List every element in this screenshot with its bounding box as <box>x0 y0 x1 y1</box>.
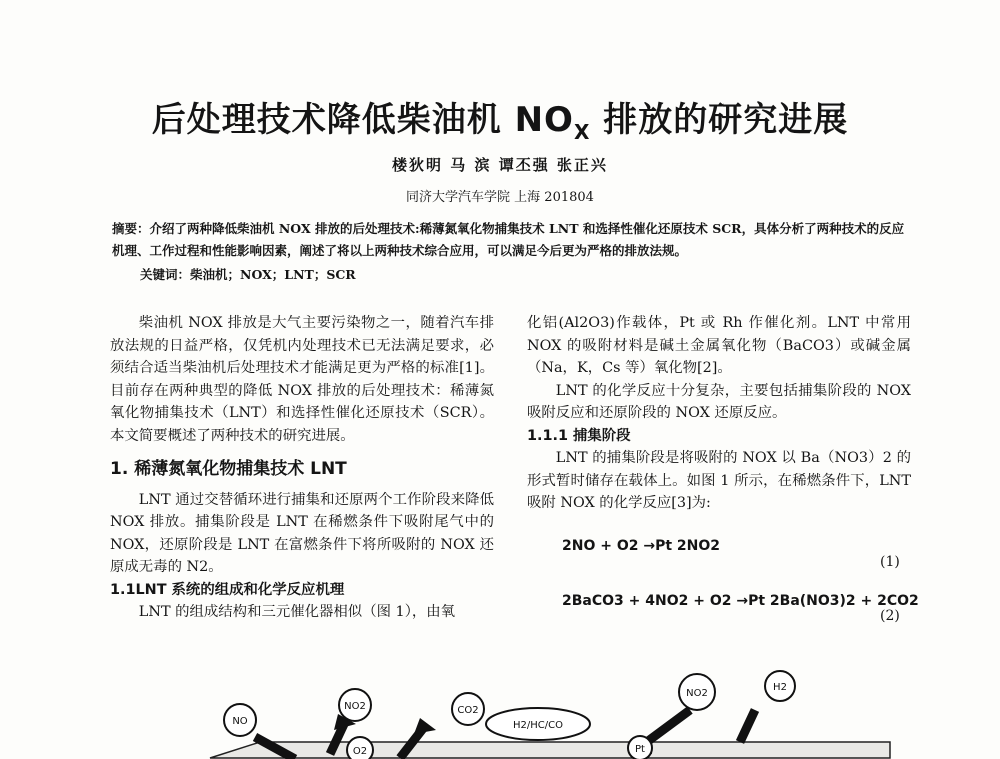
label-h2-hc-co: H2/HC/CO <box>513 720 563 731</box>
keywords-label: 关键词： <box>140 267 191 282</box>
label-no: NO <box>232 716 248 727</box>
title-tail: 排放的研究进展 <box>590 100 849 140</box>
authors: 楼狄明 马 滨 谭丕强 张正兴 <box>392 156 608 174</box>
label-no2-a: NO2 <box>344 701 366 712</box>
equation-1: 2NO + O2 →Pt 2NO2 <box>562 538 721 554</box>
right-column <box>527 312 911 515</box>
section-1-paragraph: LNT 通过交替循环进行捕集和还原两个工作阶段来降低 NOX 排放。捕集阶段是 LNT 在稀燃条件下吸附尾气中的 NOX，还原阶段是 LNT 在富燃条件下将所吸附的 NOX 还原成无毒的 N2。 <box>110 491 494 575</box>
equation-2: 2BaCO3 + 4NO2 + O2 →Pt 2Ba(NO3)2 + 2CO2 <box>562 593 919 609</box>
label-o2: O2 <box>352 746 368 757</box>
label-no2-b: NO2 <box>686 688 708 699</box>
equation-2-number: (2) <box>880 608 900 624</box>
left-column <box>110 312 494 624</box>
right-paragraph-2: LNT 的化学反应十分复杂，主要包括捕集阶段的 NOX 吸附反应和还原阶段的 NOX 还原反应。 <box>527 382 911 421</box>
h2-arrow <box>740 710 755 742</box>
keywords <box>140 265 356 283</box>
equation-1-number: (1) <box>880 554 900 570</box>
figure-1-diagram <box>200 662 920 759</box>
section-1-1-paragraph: LNT 的组成结构和三元催化器相似（图 1），由氧 <box>138 604 456 620</box>
intro-paragraph: 柴油机 NOX 排放是大气主要污染物之一，随着汽车排放法规的日益严格，仅凭机内处理技术已无法满足要求，必须结合适当柴油机后处理技术才能满足更为严格的标准[1]。目前存在两种典型的降低 NOX 排放的后处理技术：稀薄氮氧化物捕集技术（LNT）和选择性催化还原技术（SCR）。本文简要概述了两种技术的研究进展。 <box>110 315 494 444</box>
affiliation: 同济大学汽车学院 上海 201804 <box>406 190 594 205</box>
section-1-1-1-heading: 1.1.1 捕集阶段 <box>527 427 631 444</box>
label-pt: Pt <box>635 744 645 755</box>
label-h2: H2 <box>773 682 787 693</box>
abstract-label: 摘要： <box>112 221 150 236</box>
section-1-1-heading: 1.1LNT 系统的组成和化学反应机理 <box>110 581 345 598</box>
label-co2: CO2 <box>457 705 479 716</box>
right-paragraph-3: LNT 的捕集阶段是将吸附的 NOX 以 Ba（NO3）2 的形式暂时储存在载体上。如图 1 所示，在稀燃条件下，LNT 吸附 NOX 的化学反应[3]为: <box>527 450 911 511</box>
paper-title <box>0 92 1000 144</box>
title-main: 后处理技术降低柴油机 NO <box>151 100 574 140</box>
keywords-text: 柴油机；NOX；LNT；SCR <box>190 267 356 282</box>
section-1-heading: 1. 稀薄氮氧化物捕集技术 LNT <box>110 459 347 479</box>
abstract <box>112 218 910 262</box>
arrow-head-2 <box>414 718 436 734</box>
catalyst-block <box>210 742 890 758</box>
right-paragraph-1: 化铝(Al2O3)作载体，Pt 或 Rh 作催化剂。LNT 中常用 NOX 的吸附材料是碱土金属氧化物（BaCO3）或碱金属（Na，K，Cs 等）氧化物[2]。 <box>527 315 911 376</box>
abstract-text: 介绍了两种降低柴油机 NOX 排放的后处理技术:稀薄氮氧化物捕集技术 LNT 和选择性催化还原技术 SCR，具体分析了两种技术的反应机理、工作过程和性能影响因素，阐述了将以上两种技术综合应用，可以满足今后更为严格的排放法规。 <box>112 221 905 258</box>
title-subscript: X <box>573 119 591 144</box>
